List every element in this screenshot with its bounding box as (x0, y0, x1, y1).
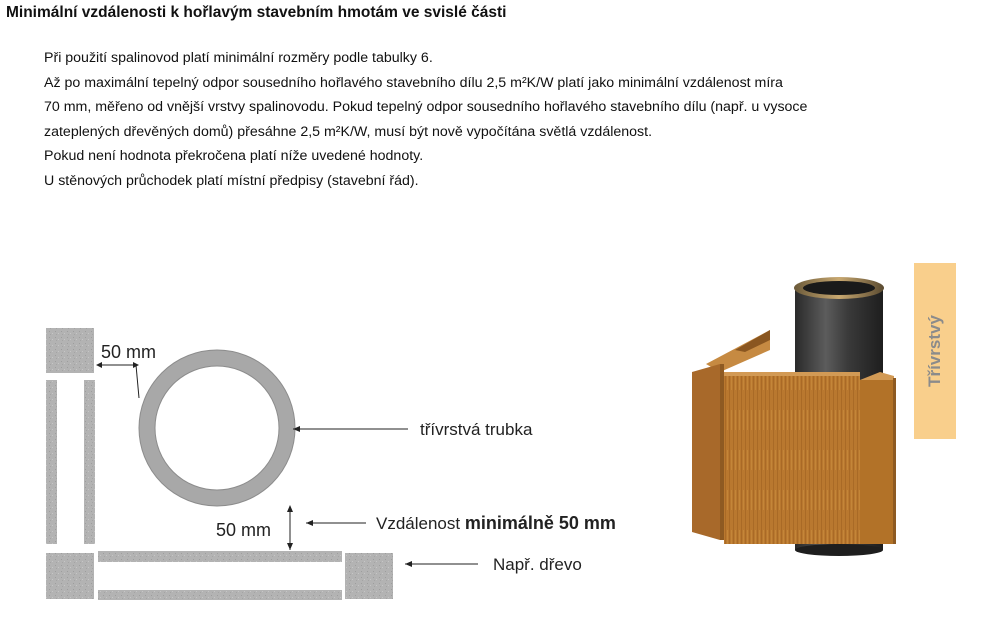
pipe-label: třívrstvá trubka (420, 420, 533, 439)
pipe-cross-section (139, 350, 295, 506)
corner-block-bottom-left (46, 553, 94, 599)
paragraph-line: zateplených dřevěných domů) přesáhne 2,5 m²K/W, musí být nově vypočítána světlá vzdálenost. (44, 123, 653, 140)
three-layer-label-box (914, 263, 956, 439)
distance-label (376, 513, 616, 533)
horizontal-beam-top (98, 551, 342, 562)
vertical-beam-outer (46, 380, 57, 544)
paragraph-line: Při použití spalinovod platí minimální rozměry podle tabulky 6. (44, 50, 433, 66)
wood-frame (46, 328, 393, 600)
dimension-bottom-label: 50 mm (216, 520, 272, 540)
dimension-top (96, 342, 156, 398)
paragraph-line: 70 mm, měřeno od vnější vrstvy spalinovodu. Pokud tepelný odpor sousedního hořlavého stavebního dílu (např. u vysoce (44, 99, 808, 115)
paragraph-line: Pokud není hodnota překročena platí níže uvedené hodnoty. (44, 148, 424, 164)
horizontal-beam-bottom (98, 590, 342, 600)
wood-label: Např. dřevo (493, 555, 582, 574)
paragraph-line: Až po maximální tepelný odpor sousedního hořlavého stavebního dílu 2,5 m²K/W platí jako minimální vzdálenost míra (44, 74, 783, 91)
dimension-top-label: 50 mm (101, 342, 157, 362)
distance-label-prefix: Vzdálenost (376, 514, 461, 533)
page-title: Minimální vzdálenosti k hořlavým stavebním hmotám ve svislé části (6, 4, 507, 21)
wooden-enclosure-illustration (692, 277, 896, 556)
corner-block-bottom-right (345, 553, 393, 599)
dimension-bottom (216, 505, 293, 550)
three-layer-label: Třívrstvý (925, 315, 944, 387)
vertical-beam-inner (84, 380, 95, 544)
distance-label-bold: minimálně 50 mm (464, 513, 616, 533)
corner-block-top (46, 328, 94, 373)
leaders (293, 420, 616, 574)
paragraph-line: U stěnových průchodek platí místní předpisy (stavební řád). (44, 172, 419, 189)
